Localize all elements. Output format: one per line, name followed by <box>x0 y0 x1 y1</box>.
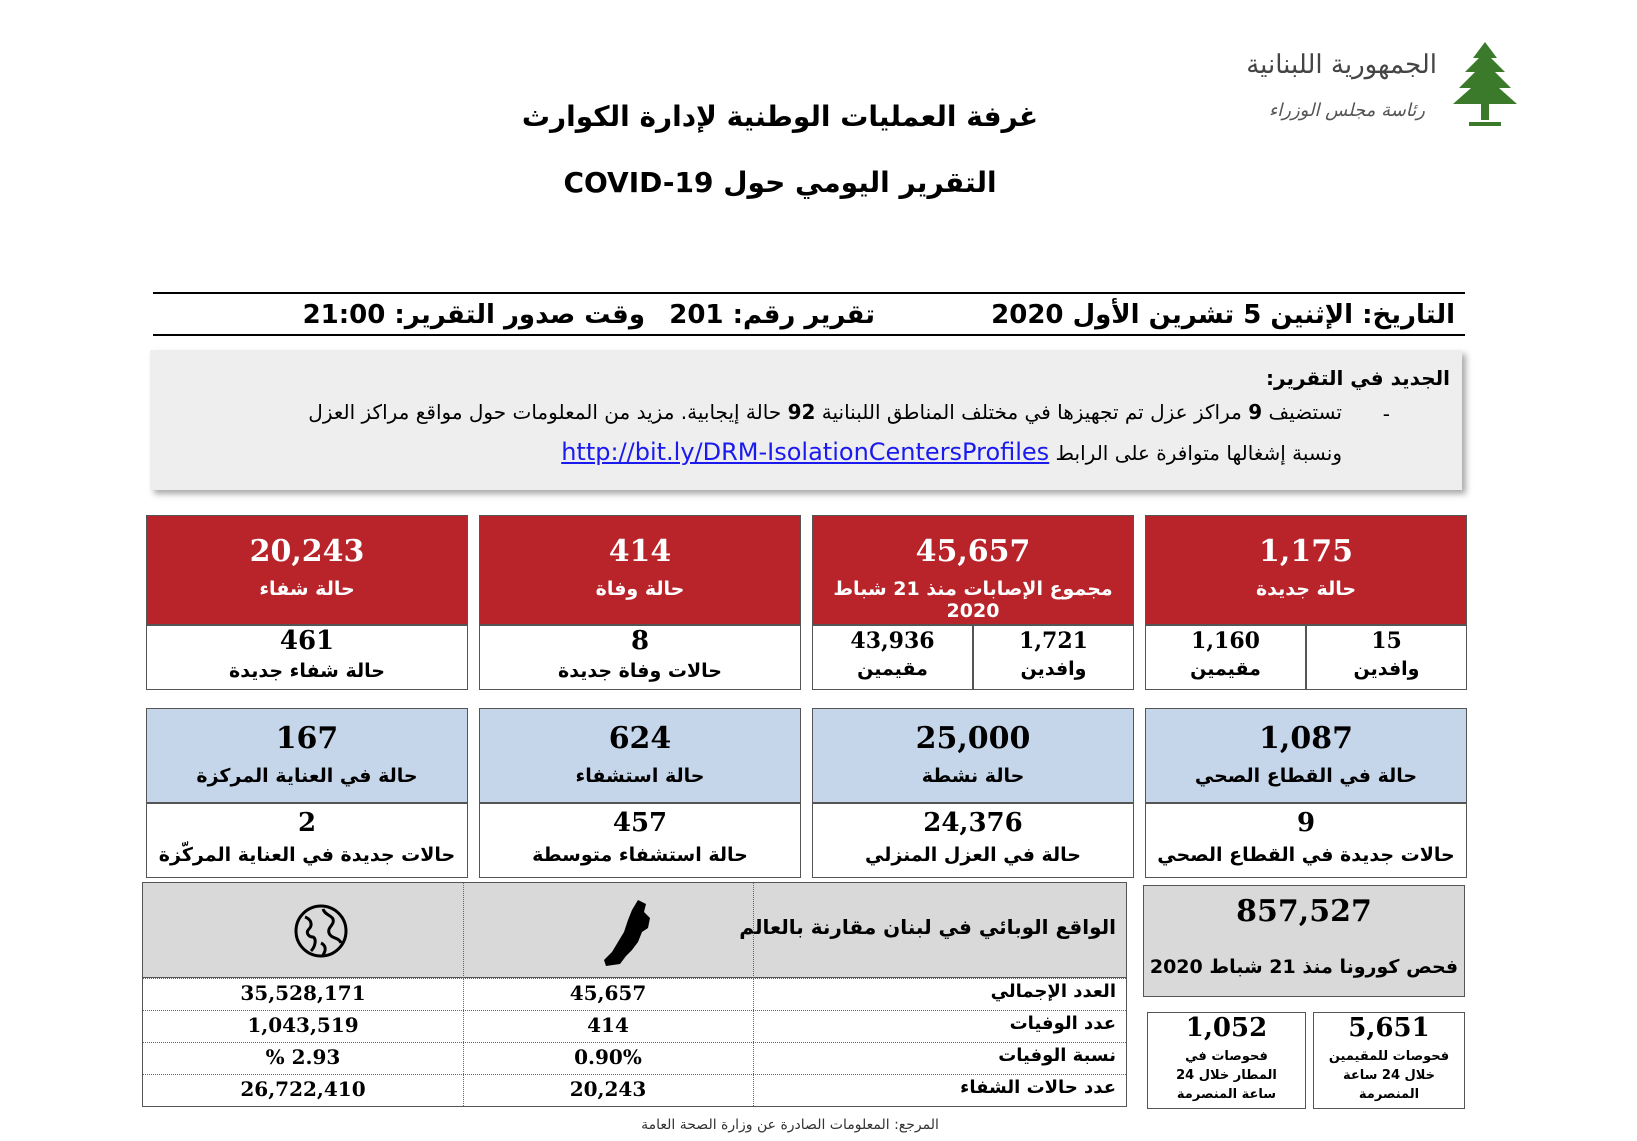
moderate-hospitalization-label: حالة استشفاء متوسطة <box>532 844 748 866</box>
active-cases-label: حالة نشطة <box>921 765 1025 787</box>
row-label: العدد الإجمالي <box>990 981 1116 1002</box>
page-subtitle: التقرير اليومي حول COVID-19 <box>563 166 997 199</box>
hospitalized-label: حالة استشفاء <box>575 765 705 787</box>
moderate-hospitalization-cell <box>479 803 801 878</box>
icu-label: حالة في العناية المركزة <box>196 765 418 787</box>
globe-icon <box>293 903 349 959</box>
lebanon-map-icon <box>598 898 658 968</box>
lebanon-value: 0.90% <box>574 1045 642 1069</box>
tests-airport-value: 1,052 <box>1185 1013 1268 1043</box>
new-icu-label: حالات جديدة في العناية المركّزة <box>158 844 456 866</box>
tests-residents-box <box>1313 1012 1465 1109</box>
new-recovered-label: حالة شفاء جديدة <box>229 660 385 682</box>
health-sector-value: 1,087 <box>1259 721 1353 756</box>
news-heading: الجديد في التقرير: <box>1266 366 1450 390</box>
new-cases-arrivals-value: 15 <box>1371 628 1402 654</box>
report-number: تقرير رقم: 201 <box>669 300 875 330</box>
home-isolation-value: 24,376 <box>923 808 1023 838</box>
active-cases-value: 25,000 <box>915 721 1031 756</box>
new-health-sector-cell <box>1145 803 1467 878</box>
recovered-box <box>146 515 468 625</box>
cedar-tree-icon <box>1445 40 1525 130</box>
tests-label: فحص كورونا منذ 21 شباط 2020 <box>1149 956 1459 978</box>
new-cases-residents-value: 1,160 <box>1191 628 1260 654</box>
report-date: التاريخ: الإثنين 5 تشرين الأول 2020 <box>991 300 1455 330</box>
total-cases-arrivals-cell <box>973 625 1134 690</box>
row-label: عدد الوفيات <box>1009 1013 1116 1034</box>
news-box <box>150 350 1462 490</box>
tests-value: 857,527 <box>1236 894 1372 929</box>
total-cases-residents-value: 43,936 <box>850 628 935 654</box>
row-label: عدد حالات الشفاء <box>960 1077 1116 1098</box>
icu-box <box>146 708 468 803</box>
world-value: 26,722,410 <box>240 1077 366 1101</box>
table-row <box>143 978 1126 1010</box>
total-cases-residents-label: مقيمين <box>857 658 928 680</box>
new-cases-arrivals-label: وافدين <box>1353 658 1420 680</box>
lebanon-value: 414 <box>587 1013 629 1037</box>
report-info-bar <box>153 292 1465 336</box>
new-deaths-value: 8 <box>630 626 650 656</box>
logo-title: الجمهورية اللبنانية <box>1246 50 1437 80</box>
lebanon-value: 45,657 <box>569 981 647 1005</box>
table-row <box>143 1010 1126 1042</box>
new-cases-residents-label: مقيمين <box>1190 658 1261 680</box>
comparison-title: الواقع الوبائي في لبنان مقارنة بالعالم <box>739 915 1116 939</box>
new-health-sector-value: 9 <box>1296 808 1316 838</box>
government-logo <box>1246 40 1525 140</box>
new-cases-label: حالة جديدة <box>1255 578 1357 600</box>
tests-residents-label: فحوصات للمقيمين خلال 24 ساعة المنصرمة <box>1328 1049 1450 1102</box>
new-deaths-label: حالات وفاة جديدة <box>558 660 722 682</box>
new-cases-residents-cell <box>1145 625 1306 690</box>
new-cases-arrivals-cell <box>1306 625 1467 690</box>
report-time: وقت صدور التقرير: 21:00 <box>302 300 645 330</box>
total-cases-arrivals-value: 1,721 <box>1019 628 1088 654</box>
health-sector-label: حالة في القطاع الصحي <box>1194 765 1418 787</box>
source-note: المرجع: المعلومات الصادرة عن وزارة الصحة العامة <box>641 1117 939 1133</box>
logo-subtitle: رئاسة مجلس الوزراء <box>1268 100 1425 121</box>
total-cases-value: 45,657 <box>915 534 1031 569</box>
total-cases-residents-cell <box>812 625 973 690</box>
deaths-label: حالة وفاة <box>595 578 685 600</box>
new-cases-box <box>1145 515 1467 625</box>
tests-airport-label: فحوصات في المطار خلال 24 ساعة المنصرمة <box>1176 1049 1277 1102</box>
world-value: 35,528,171 <box>240 981 366 1005</box>
lebanon-value: 20,243 <box>569 1077 647 1101</box>
new-cases-value: 1,175 <box>1259 534 1353 569</box>
table-row <box>143 1074 1126 1106</box>
home-isolation-label: حالة في العزل المنزلي <box>865 844 1081 866</box>
tests-residents-value: 5,651 <box>1348 1013 1430 1043</box>
tests-box <box>1143 885 1465 997</box>
world-value: 1,043,519 <box>247 1013 359 1037</box>
isolation-centers-link[interactable]: http://bit.ly/DRM-IsolationCentersProfiles <box>561 438 1050 466</box>
total-cases-arrivals-label: وافدين <box>1020 658 1087 680</box>
deaths-value: 414 <box>608 534 672 569</box>
health-sector-box <box>1145 708 1467 803</box>
total-cases-box <box>812 515 1134 625</box>
new-recovered-cell <box>146 625 468 690</box>
page-title: غرفة العمليات الوطنية لإدارة الكوارث <box>521 100 1039 133</box>
total-cases-label: مجموع الإصابات منذ 21 شباط 2020 <box>833 578 1113 622</box>
world-value: 2.93 % <box>265 1045 341 1069</box>
deaths-box <box>479 515 801 625</box>
comparison-table <box>142 882 1127 1107</box>
tests-airport-box <box>1147 1012 1306 1109</box>
moderate-hospitalization-value: 457 <box>612 808 668 838</box>
hospitalized-value: 624 <box>608 721 672 756</box>
news-line-2: ونسبة إشغالها متوافرة على الرابط http://bit.ly/DRM-IsolationCentersProfiles <box>561 438 1342 466</box>
comparison-header <box>143 883 1126 978</box>
new-recovered-value: 461 <box>279 626 335 656</box>
news-bullet: - <box>1382 402 1390 426</box>
new-health-sector-label: حالات جديدة في القطاع الصحي <box>1157 844 1455 866</box>
icu-value: 167 <box>275 721 339 756</box>
hospitalized-box <box>479 708 801 803</box>
recovered-value: 20,243 <box>249 534 365 569</box>
news-line-1: تستضيف 9 مراكز عزل تم تجهيزها في مختلف المناطق اللبنانية 92 حالة إيجابية. مزيد من المعلومات حول مواقع مراكز العزل <box>308 400 1342 424</box>
new-icu-value: 2 <box>297 808 317 838</box>
active-cases-box <box>812 708 1134 803</box>
home-isolation-cell <box>812 803 1134 878</box>
new-icu-cell <box>146 803 468 878</box>
new-deaths-cell <box>479 625 801 690</box>
row-label: نسبة الوفيات <box>998 1045 1116 1066</box>
recovered-label: حالة شفاء <box>259 578 355 600</box>
table-row <box>143 1042 1126 1074</box>
